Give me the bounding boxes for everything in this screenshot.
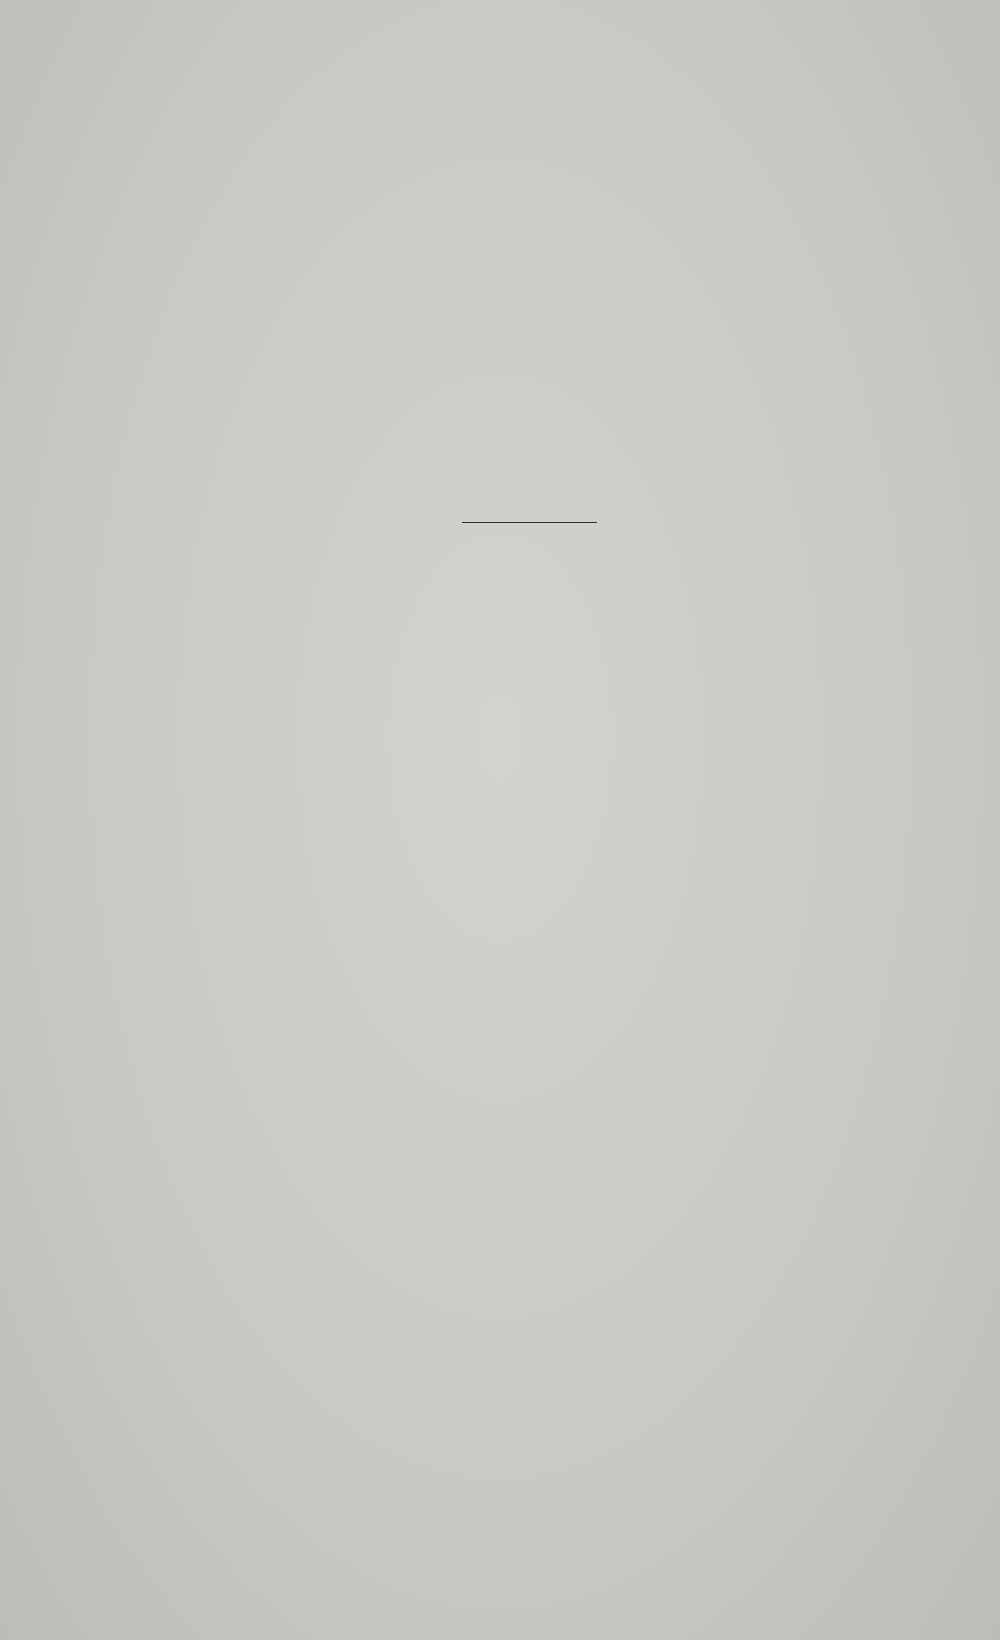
section-divider [462, 522, 597, 523]
